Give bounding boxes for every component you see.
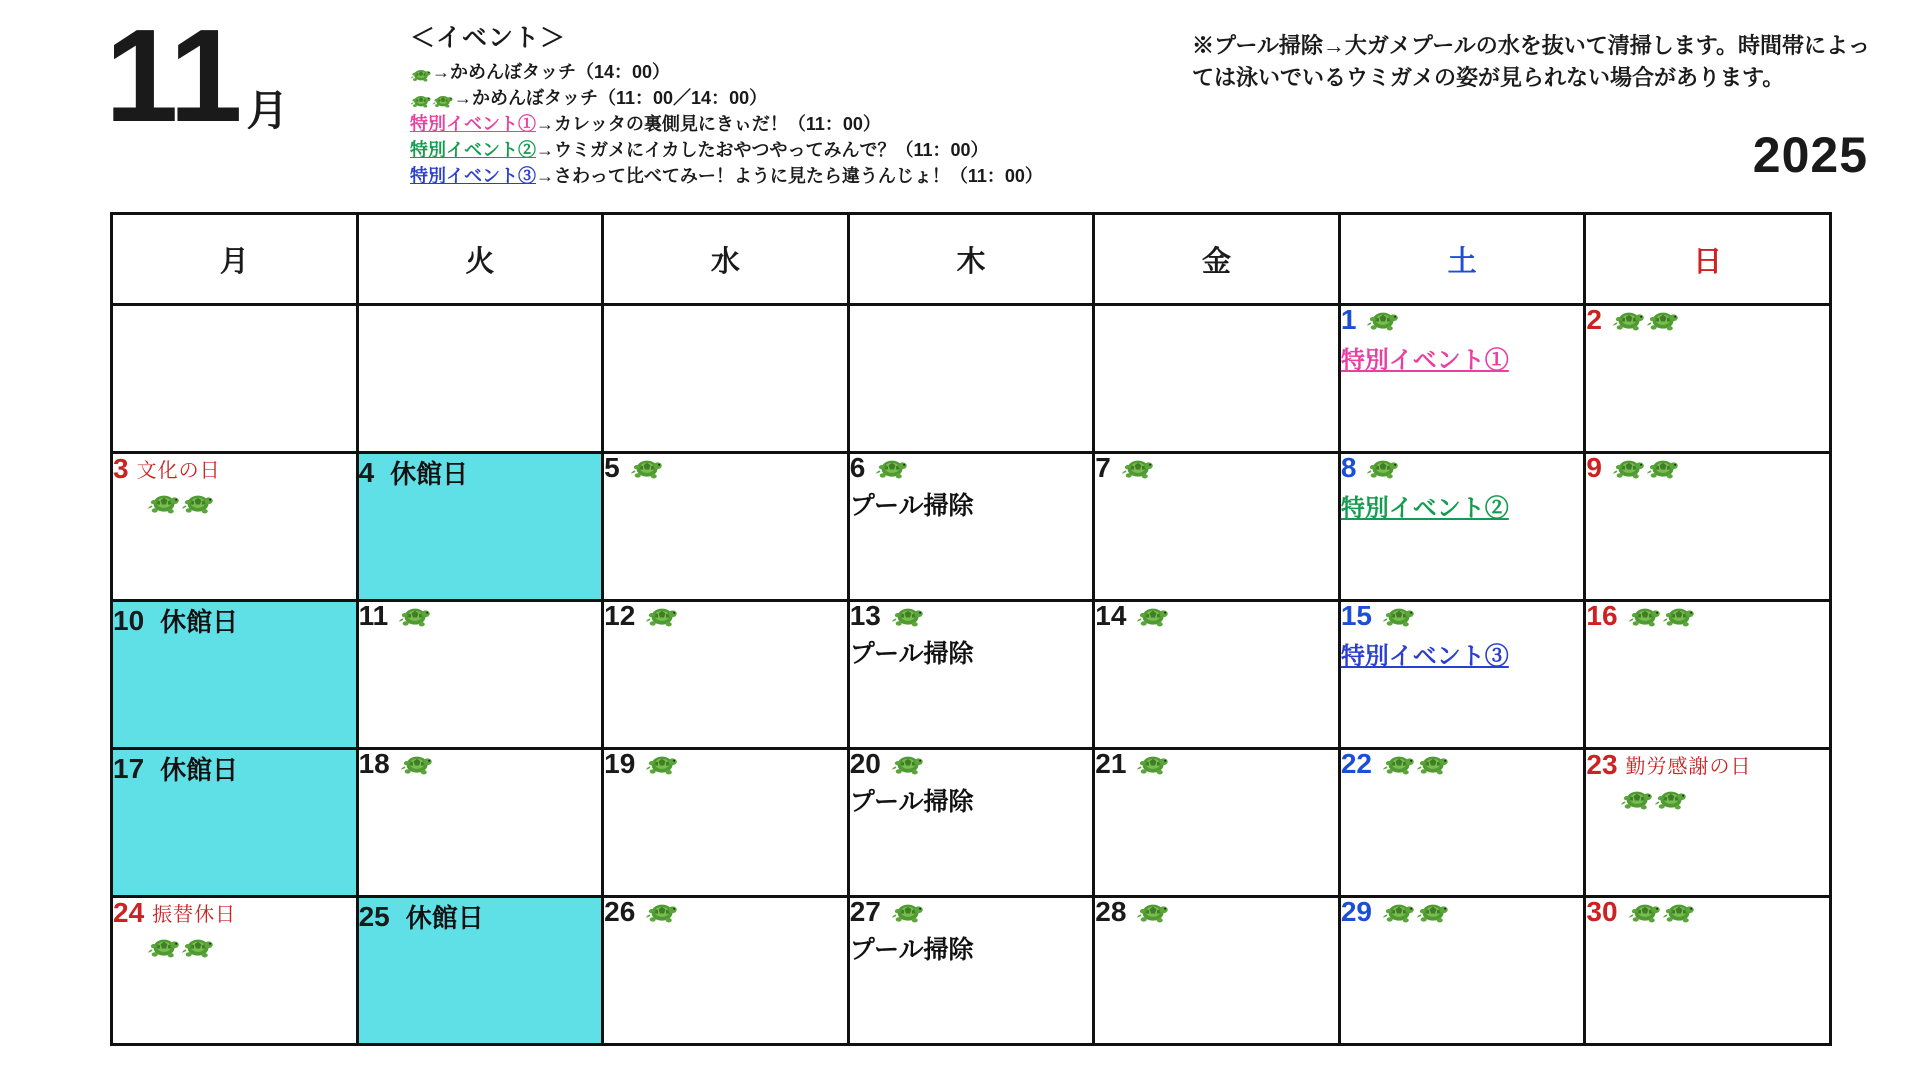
day-cell-16 [1585,601,1831,749]
calendar-week-row [112,897,1831,1045]
day-number: 14 [1095,600,1127,631]
day-number: 27 [849,896,881,927]
day-cell-26 [603,897,849,1045]
day-cell-9 [1585,453,1831,601]
special-event-label: 特別イベント③ [1340,643,1509,670]
event-tag: 特別イベント① [410,114,536,135]
closed-label: 休館日 [390,459,469,489]
day-cell-6 [848,453,1094,601]
event-legend-item [410,163,1210,189]
day-cell-2 [1585,305,1831,453]
day-cell-1 [1339,305,1585,453]
turtle-icon [875,456,909,480]
turtle-icon [410,61,432,87]
day-number: 5 [604,452,620,483]
turtle-icon [1366,308,1400,332]
weekday-header-土: 土 [1339,214,1585,305]
closed-label: 休館日 [160,607,239,637]
weekday-header-日: 日 [1585,214,1831,305]
turtle-icon [645,752,679,776]
day-cell-24 [112,897,358,1045]
day-cell-29 [1339,897,1585,1045]
day-cell-11 [357,601,603,749]
day-number: 30 [1586,896,1618,927]
pool-cleaning-note: ※プール掃除→大ガメプールの水を抜いて清掃します。時間帯によっては泳いでいるウミガメの姿が見られない場合があります。 [1192,33,1871,90]
turtle-icon [1628,900,1696,924]
calendar-week-row [112,453,1831,601]
pool-cleaning-label: プール掃除 [849,492,974,520]
day-number: 21 [1095,748,1127,779]
turtle-icon [1612,456,1680,480]
turtle-icon [400,752,434,776]
day-cell-13 [848,601,1094,749]
turtle-icon [147,935,356,959]
event-legend-list [410,59,1210,189]
event-description: →さわって比べてみー！ように見たら違うんじょ！（11：00） [536,166,1043,187]
event-description: →かめんぼタッチ（11：00／14：00） [454,88,768,109]
day-cell-22 [1339,749,1585,897]
day-number: 16 [1586,600,1618,631]
turtle-icon [891,604,925,628]
turtle-icon [1136,900,1170,924]
day-cell-25 [357,897,603,1045]
page-header [0,0,1920,205]
day-number: 15 [1340,600,1372,631]
holiday-label: 文化の日 [136,460,221,482]
day-cell-20 [848,749,1094,897]
day-number: 6 [849,452,866,483]
day-cell-4 [357,453,603,601]
weekday-header-金: 金 [1094,214,1340,305]
turtle-icon [1366,456,1400,480]
day-number: 18 [358,748,390,779]
special-event-label: 特別イベント② [1340,495,1509,522]
calendar-body [112,305,1831,1045]
month-number: 11 [105,2,241,149]
turtle-icon [645,900,679,924]
pool-cleaning-label: プール掃除 [849,788,974,816]
turtle-icon [1620,787,1829,811]
day-cell-23 [1585,749,1831,897]
day-number: 25 [358,900,390,932]
turtle-icon [1121,456,1155,480]
day-cell-17 [112,749,358,897]
day-cell-empty [1094,305,1340,453]
weekday-header-row [112,214,1831,305]
turtle-icon [630,456,664,480]
turtle-icon [645,604,679,628]
month-calendar [110,212,1832,1046]
closed-label: 休館日 [405,903,484,933]
day-cell-empty [603,305,849,453]
month-title [105,2,289,149]
weekday-header-水: 水 [603,214,849,305]
day-number: 24 [113,896,145,928]
turtle-icon [1136,752,1170,776]
day-number: 28 [1095,896,1127,927]
turtle-icon [1136,604,1170,628]
turtle-icon [1612,308,1680,332]
day-cell-empty [848,305,1094,453]
day-cell-30 [1585,897,1831,1045]
turtle-icon [398,604,432,628]
year-label: 2025 [1752,127,1868,183]
day-number: 4 [358,456,375,488]
weekday-header-木: 木 [848,214,1094,305]
event-tag: 特別イベント③ [410,166,536,187]
day-cell-7 [1094,453,1340,601]
day-number: 8 [1340,452,1357,483]
day-cell-19 [603,749,849,897]
turtle-icon [147,491,356,515]
day-number: 19 [604,748,636,779]
calendar-week-row [112,749,1831,897]
event-description: →ウミガメにイカしたおやつやってみんで？（11：00） [536,140,989,161]
turtle-icon [891,752,925,776]
day-number: 1 [1340,304,1357,335]
calendar-week-row [112,601,1831,749]
day-number: 9 [1586,452,1602,483]
event-legend-title: ＜イベント＞ [410,24,567,52]
pool-cleaning-label: プール掃除 [849,640,974,668]
day-cell-5 [603,453,849,601]
day-cell-28 [1094,897,1340,1045]
day-cell-empty [357,305,603,453]
closed-label: 休館日 [160,755,239,785]
turtle-icon [1382,752,1450,776]
turtle-icon [1382,604,1416,628]
day-number: 11 [358,600,389,631]
day-number: 26 [604,896,636,927]
event-legend-item [410,85,1210,111]
day-number: 3 [113,452,129,484]
special-event-label: 特別イベント① [1340,347,1509,374]
day-number: 23 [1586,748,1618,780]
day-cell-15 [1339,601,1585,749]
day-number: 7 [1095,452,1111,483]
day-cell-3 [112,453,358,601]
day-cell-10 [112,601,358,749]
day-cell-14 [1094,601,1340,749]
turtle-icon [1628,604,1696,628]
weekday-header-火: 火 [357,214,603,305]
event-legend-item [410,111,1210,137]
holiday-label: 振替休日 [152,904,237,926]
day-number: 2 [1586,304,1602,335]
day-cell-empty [112,305,358,453]
day-number: 10 [113,604,145,636]
weekday-header-月: 月 [112,214,358,305]
turtle-icon [410,87,454,113]
calendar-week-row [112,305,1831,453]
event-description: →カレッタの裏側見にきぃだ！（11：00） [536,114,881,135]
holiday-label: 勤労感謝の日 [1625,756,1752,778]
day-cell-12 [603,601,849,749]
day-number: 29 [1340,896,1372,927]
day-number: 12 [604,600,636,631]
day-number: 13 [849,600,881,631]
month-suffix: 月 [246,87,289,134]
event-tag: 特別イベント② [410,140,536,161]
turtle-icon [891,900,925,924]
event-description: →かめんぼタッチ（14：00） [432,62,671,82]
day-cell-21 [1094,749,1340,897]
event-legend [410,18,1210,189]
day-cell-27 [848,897,1094,1045]
event-legend-item [410,59,1210,85]
day-number: 20 [849,748,881,779]
day-number: 22 [1340,748,1372,779]
turtle-icon [1382,900,1450,924]
pool-cleaning-label: プール掃除 [849,936,974,964]
day-cell-8 [1339,453,1585,601]
day-cell-18 [357,749,603,897]
event-legend-item [410,137,1210,163]
day-number: 17 [113,752,145,784]
